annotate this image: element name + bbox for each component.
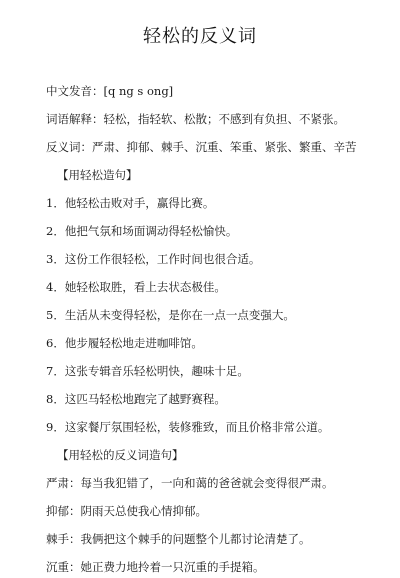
example-sentence-9: 9．这家餐厅氛围轻松，装修雅致，而且价格非常公道。 (46, 420, 330, 434)
definition-line: 词语解释：轻松，指轻软、松散；不感到有负担、不紧张。 (46, 112, 345, 126)
example-sentence-8: 8．这匹马轻松地跑完了越野赛程。 (46, 392, 226, 406)
example-sentence-3: 3．这份工作很轻松，工作时间也很合适。 (46, 252, 261, 266)
antonym-sentence-4: 沉重：她正费力地拎着一只沉重的手提箱。 (46, 560, 265, 574)
page-title: 轻松的反义词 (143, 26, 257, 47)
antonyms-line: 反义词：严肃、抑郁、棘手、沉重、笨重、紧张、繁重、辛苦 (46, 140, 357, 154)
section-header-examples: 【用轻松造句】 (57, 168, 138, 182)
example-sentence-4: 4．她轻松取胜，看上去状态极佳。 (46, 280, 226, 294)
pronunciation-line: 中文发音：[q ng s ong] (46, 84, 174, 98)
example-sentence-5: 5．生活从未变得轻松，是你在一点一点变强大。 (46, 308, 295, 322)
section-header-antonym-examples: 【用轻松的反义词造句】 (57, 448, 184, 462)
example-sentence-2: 2．他把气氛和场面调动得轻松愉快。 (46, 224, 238, 238)
antonym-sentence-3: 棘手：我俩把这个棘手的问题整个儿都讨论清楚了。 (46, 532, 311, 546)
example-sentence-7: 7．这张专辑音乐轻松明快，趣味十足。 (46, 364, 249, 378)
antonym-sentence-1: 严肃：每当我犯错了，一向和蔼的爸爸就会变得很严肃。 (46, 476, 334, 490)
antonym-sentence-2: 抑郁：阴雨天总使我心情抑郁。 (46, 504, 207, 518)
example-sentence-1: 1．他轻松击败对手，赢得比赛。 (46, 196, 215, 210)
example-sentence-6: 6．他步履轻松地走进咖啡馆。 (46, 336, 203, 350)
